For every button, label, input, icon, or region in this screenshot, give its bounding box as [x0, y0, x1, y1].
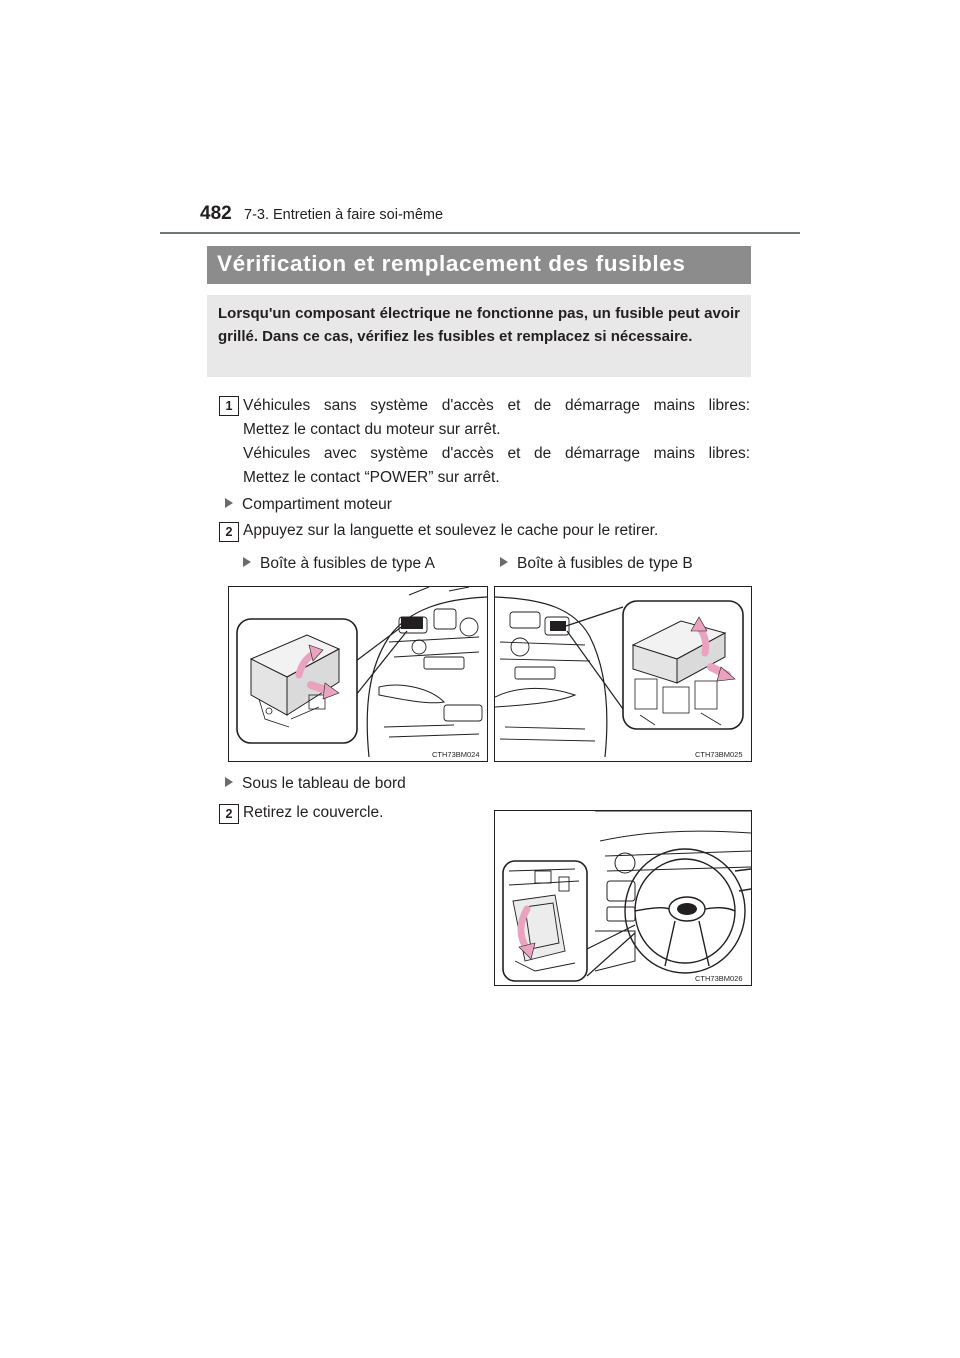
- bullet-type-a: [243, 553, 435, 575]
- bullet-under-dashboard: [225, 773, 406, 795]
- step1-para1-line1: Véhicules sans système d'accès et de démarrage mains libres:: [243, 397, 750, 414]
- step1-para1-line2: Mettez le contact du moteur sur arrêt.: [243, 421, 501, 438]
- step-badge-2-dashboard: 2: [219, 804, 239, 824]
- bullet-triangle-icon: [500, 557, 508, 567]
- figure-fuse-box-type-b: [494, 586, 752, 762]
- step1-paragraph-1: [243, 394, 750, 442]
- page-title: Vérification et remplacement des fusibles: [217, 251, 686, 276]
- figure-fuse-box-type-a: [228, 586, 488, 762]
- dashboard-step-text: Retirez le couvercle.: [243, 804, 384, 821]
- step-badge-1: 1: [219, 396, 239, 416]
- type-a-label: Boîte à fusibles de type A: [260, 555, 435, 572]
- step1-para2-line1: Véhicules avec système d'accès et de démarrage mains libres:: [243, 445, 750, 462]
- bullet-triangle-icon: [225, 498, 233, 508]
- type-b-label: Boîte à fusibles de type B: [517, 555, 693, 572]
- bullet-type-b: [500, 553, 693, 575]
- step1-para2-line2: Mettez le contact “POWER” sur arrêt.: [243, 469, 500, 486]
- section-header: 7-3. Entretien à faire soi-même: [244, 207, 444, 223]
- dashboard-illustration: [495, 811, 751, 985]
- figure-c-code: CTH73BM026: [695, 974, 743, 983]
- header-rule: [160, 232, 800, 234]
- intro-box: [207, 295, 751, 377]
- figure-b-code: CTH73BM025: [695, 750, 743, 759]
- bullet-triangle-icon: [225, 777, 233, 787]
- engine-step-text: Appuyez sur la languette et soulevez le cache pour le retirer.: [243, 522, 659, 539]
- engine-illustration-a: [229, 587, 487, 761]
- figure-dashboard-fuse-cover: [494, 810, 752, 986]
- title-bar: [207, 246, 751, 284]
- figure-a-code: CTH73BM024: [432, 750, 480, 759]
- bullet-dashboard-label: Sous le tableau de bord: [242, 775, 406, 792]
- engine-illustration-b: [495, 587, 751, 761]
- bullet-engine-compartment: [225, 494, 392, 516]
- step-badge-2-engine: 2: [219, 522, 239, 542]
- bullet-engine-label: Compartiment moteur: [242, 496, 392, 513]
- intro-text: Lorsqu'un composant électrique ne fonctionne pas, un fusible peut avoir grillé. Dans ce cas, vérifiez les fusibles et remplacez si nécessaire.: [218, 305, 740, 345]
- step1-paragraph-2: [243, 442, 750, 490]
- bullet-triangle-icon: [243, 557, 251, 567]
- page-number: 482: [200, 203, 232, 224]
